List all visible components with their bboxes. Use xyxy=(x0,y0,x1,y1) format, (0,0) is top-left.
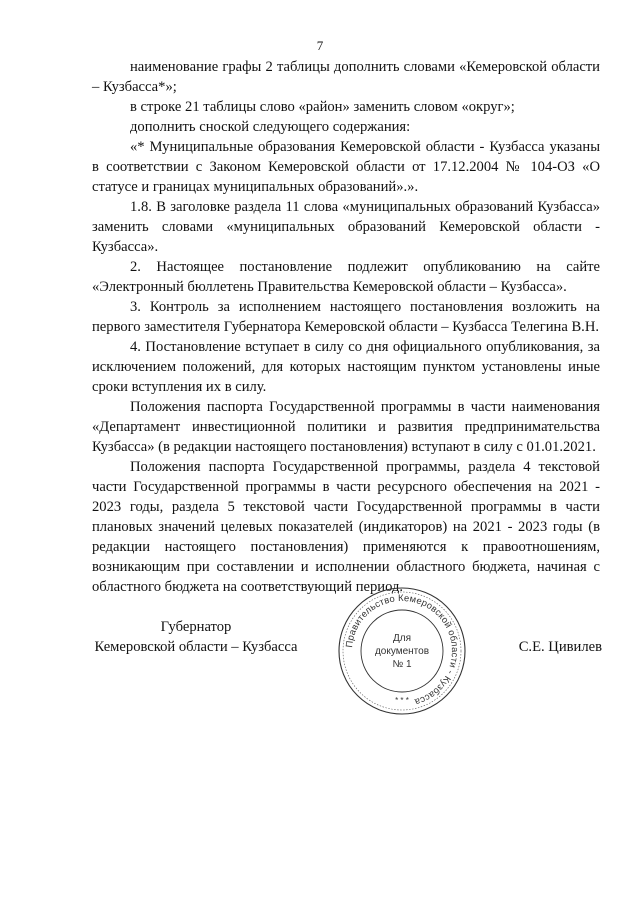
seal-star-icon: * * * xyxy=(395,696,409,705)
paragraph: 1.8. В заголовке раздела 11 слова «муниципальных образований Кузбасса» заменить словами «муниципальных образований Кемеровской области - Кузбасса». xyxy=(92,199,600,255)
seal-graphic xyxy=(336,585,468,717)
seal-ring-text: Правительство Кемеровской области - Кузбасса xyxy=(343,591,462,709)
paragraph: Положения паспорта Государственной программы в части наименования «Департамент инвестиционной политики и развития предпринимательства Кузбасса» (в редакции настоящего постановления) вступают в силу с 01.01.2021. xyxy=(92,399,600,455)
signature-title xyxy=(92,617,300,657)
page-number: 7 xyxy=(316,38,324,53)
seal-center-text: документов xyxy=(374,646,430,657)
seal-center-text: Для xyxy=(392,633,412,644)
paragraph: 4. Постановление вступает в силу со дня официального опубликования, за исключением положений, для которых настоящим пунктом установлены иные сроки вступления их в силу. xyxy=(92,339,600,395)
document-body xyxy=(92,57,600,597)
signature-name: С.Е. Цивилев xyxy=(518,639,602,655)
paragraph: в строке 21 таблицы слово «район» заменить словом «округ»; xyxy=(130,99,515,115)
paragraph: наименование графы 2 таблицы дополнить словами «Кемеровской области – Кузбасса*»; xyxy=(92,59,600,95)
signature-title-line: Кемеровской области – Кузбасса xyxy=(94,639,298,655)
paragraph: «* Муниципальные образования Кемеровской области - Кузбасса указаны в соответствии с Законом Кемеровской области от 17.12.2004 № 104-ОЗ «О статусе и границах муниципальных образований».». xyxy=(92,139,600,195)
paragraph: Положения паспорта Государственной программы, раздела 4 текстовой части Государственной программы в части ресурсного обеспечения на 2021 - 2023 годы, раздела 5 текстовой части Государственной программы в части плановых значений целевых показателей (индикаторов) на 2021 - 2023 годы (в редакции настоящего постановления) применяются к правоотношениям, возникающим при составлении и исполнении областного бюджета, начиная с областного бюджета на соответствующий период. xyxy=(92,459,600,595)
seal-center-text: № 1 xyxy=(392,659,412,670)
signature-title-line: Губернатор xyxy=(160,619,232,635)
paragraph: 2. Настоящее постановление подлежит опубликованию на сайте «Электронный бюллетень Правительства Кемеровской области – Кузбасса». xyxy=(92,259,600,295)
official-seal xyxy=(336,585,468,717)
paragraph: 3. Контроль за исполнением настоящего постановления возложить на первого заместителя Губернатора Кемеровской области – Кузбасса Телегина В.Н. xyxy=(92,299,600,335)
paragraph: дополнить сноской следующего содержания: xyxy=(130,119,411,135)
